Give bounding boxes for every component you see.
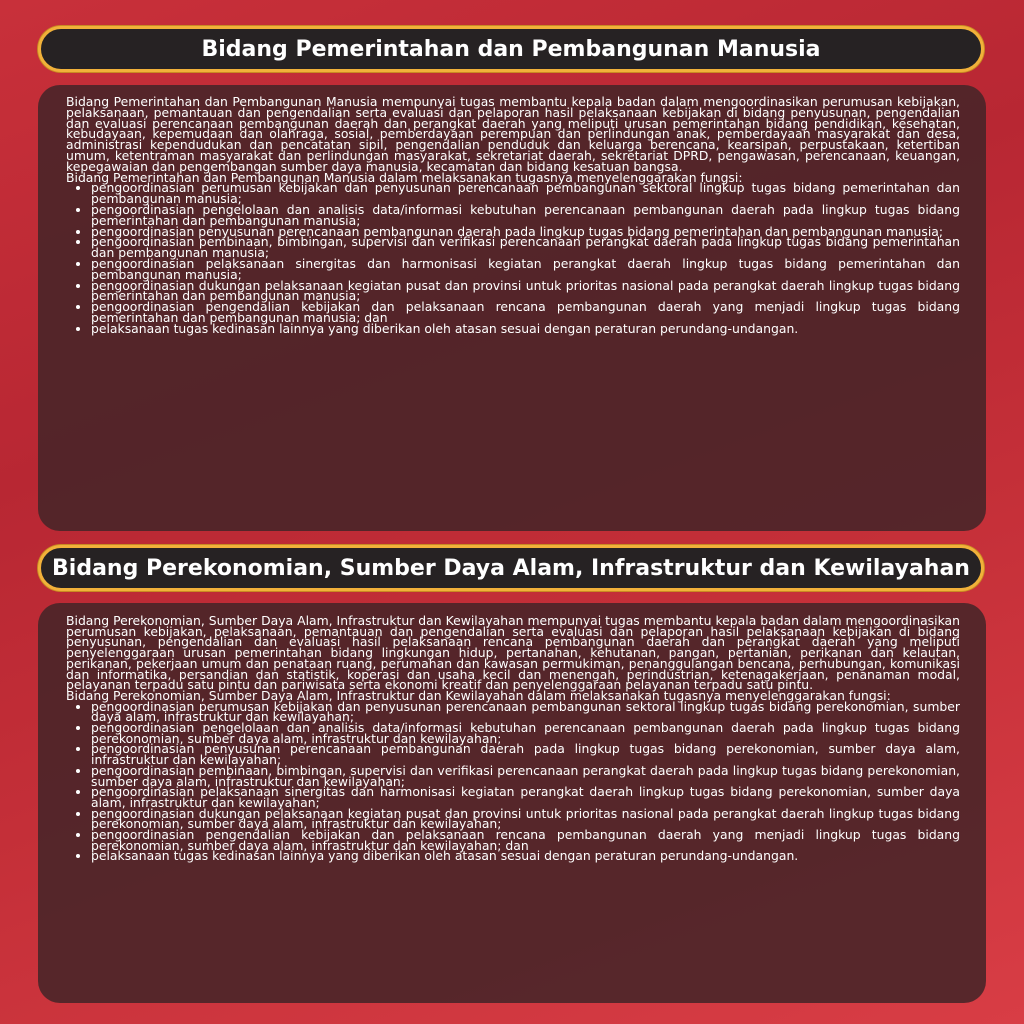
section1-title: Bidang Pemerintahan dan Pembangunan Manusia: [38, 26, 984, 72]
section2-panel: [38, 603, 986, 1003]
section1-functions-intro: Bidang Pemerintahan dan Pembangunan Manusia dalam melaksanakan tugasnya menyelenggarakan fungsi:: [66, 169, 743, 185]
section2-title: Bidang Perekonomian, Sumber Daya Alam, Infrastruktur dan Kewilayahan: [38, 545, 984, 591]
list-item: • pengoordinasian pengendalian kebijakan dan pelaksanaan rencana pembangunan daerah yang menjadi lingkup tugas bidang pemerintahan dan pembangunan manusia; dan: [91, 302, 960, 324]
list-item: • pengoordinasian perumusan kebijakan dan penyusunan perencanaan pembangunan sektoral lingkup tugas bidang perekonomian, sumber daya alam, infrastruktur dan kewilayahan;: [91, 702, 960, 723]
list-item: • pengoordinasian pengelolaan dan analisis data/informasi kebutuhan perencanaan pembangunan daerah pada lingkup tugas bidang pemerintahan dan pembangunan manusia;: [91, 205, 960, 227]
section1-panel: [38, 85, 986, 531]
list-item: • pengoordinasian dukungan pelaksanaan kegiatan pusat dan provinsi untuk prioritas nasional pada perangkat daerah lingkup tugas bidang perekonomian, sumber daya alam, infrastruktur dan kewilayahan;: [91, 809, 960, 830]
list-item: • pengoordinasian penyusunan perencanaan pembangunan daerah pada lingkup tugas bidang pemerintahan dan pembangunan manusia;: [91, 227, 960, 238]
list-item: • pelaksanaan tugas kedinasan lainnya yang diberikan oleh atasan sesuai dengan peraturan perundang-undangan.: [91, 851, 960, 862]
list-item: • pelaksanaan tugas kedinasan lainnya yang diberikan oleh atasan sesuai dengan peraturan perundang-undangan.: [91, 324, 960, 335]
section2-intro: Bidang Perekonomian, Sumber Daya Alam, Infrastruktur dan Kewilayahan mempunyai tugas membantu kepala badan dalam mengoordinasikan perumusan kebijakan, pelaksanaan, pemantauan dan pengendalian serta evaluasi dan pelaporan hasil pelaksanaan kebijakan di bidang penyusunan, pengendalian dan evaluasi hasil pelaksanaan rencana pembangunan daerah dan perangkat daerah yang meliputi penyelenggaraan urusan pemerintahan bidang lingkungan hidup, pertanahan, kehutanan, pangan, pertanian, perikanan dan kelautan, perikanan, pekerjaan umum dan penataan ruang, perumahan dan kawasan permukiman, penanggulangan bencana, perhubungan, komunikasi dan informatika, persandian dan statistik, koperasi dan usaha kecil dan menengah, perindustrian, ketenagakerjaan, penanaman modal, pelayanan terpadu satu pintu dan pariwisata serta ekonomi kreatif dan penyelenggaraan pelayanan terpadu satu pintu.: [66, 613, 960, 693]
list-item: • pengoordinasian pengelolaan dan analisis data/informasi kebutuhan perencanaan pembangunan daerah pada lingkup tugas bidang perekonomian, sumber daya alam, infrastruktur dan kewilayahan;: [91, 723, 960, 744]
list-item: • pengoordinasian penyusunan perencanaan pembangunan daerah pada lingkup tugas bidang perekonomian, sumber daya alam, infrastruktur dan kewilayahan;: [91, 744, 960, 765]
section1-intro: Bidang Pemerintahan dan Pembangunan Manusia mempunyai tugas membantu kepala badan dalam mengoordinasikan perumusan kebijakan, pelaksanaan, pemantauan dan pengendalian serta evaluasi dan pelaporan hasil pelaksanaan kebijakan di bidang penyusunan, pengendalian dan evaluasi perencanaan pembangunan daerah dan perangkat daerah yang meliputi urusan pemerintahan bidang pendidikan, kesehatan, kebudayaan, kepemudaan dan olahraga, sosial, pemberdayaan perempuan dan perlindungan anak, pemberdayaan masyarakat dan desa, administrasi kependudukan dan pencatatan sipil, pengendalian penduduk dan keluarga berencana, kearsipan, perpustakaan, ketertiban umum, ketentraman masyarakat dan perlindungan masyarakat, sekretariat daerah, sekretariat DPRD, pengawasan, perencanaan, keuangan, kepegawaian dan pengembangan sumber daya manusia, kecamatan dan bidang kesatuan bangsa.: [66, 94, 960, 174]
list-item: • pengoordinasian dukungan pelaksanaan kegiatan pusat dan provinsi untuk prioritas nasional pada perangkat daerah lingkup tugas bidang pemerintahan dan pembangunan manusia;: [91, 281, 960, 303]
list-item: • pengoordinasian pelaksanaan sinergitas dan harmonisasi kegiatan perangkat daerah lingkup tugas bidang pemerintahan dan pembangunan manusia;: [91, 259, 960, 281]
section2-functions-intro: Bidang Perekonomian, Sumber Daya Alam, Infrastruktur dan Kewilayahan dalam melaksanakan tugasnya menyelenggarakan fungsi:: [66, 687, 891, 703]
list-item: • pengoordinasian pembinaan, bimbingan, supervisi dan verifikasi perencanaan perangkat daerah pada lingkup tugas bidang perekonomian, sumber daya alam, infrastruktur dan kewilayahan;: [91, 766, 960, 787]
list-item: • pengoordinasian pengendalian kebijakan dan pelaksanaan rencana pembangunan daerah yang menjadi lingkup tugas bidang perekonomian, sumber daya alam, infrastruktur dan kewilayahan; dan: [91, 830, 960, 851]
section2-functions-list: [66, 698, 960, 864]
section1-functions-list: [66, 180, 960, 336]
list-item: • pengoordinasian perumusan kebijakan dan penyusunan perencanaan pembangunan sektoral lingkup tugas bidang pemerintahan dan pembangunan manusia;: [91, 183, 960, 205]
list-item: • pengoordinasian pelaksanaan sinergitas dan harmonisasi kegiatan perangkat daerah lingkup tugas bidang perekonomian, sumber daya alam, infrastruktur dan kewilayahan;: [91, 787, 960, 808]
list-item: • pengoordinasian pembinaan, bimbingan, supervisi dan verifikasi perencanaan perangkat daerah pada lingkup tugas bidang pemerintahan dan pembangunan manusia;: [91, 237, 960, 259]
